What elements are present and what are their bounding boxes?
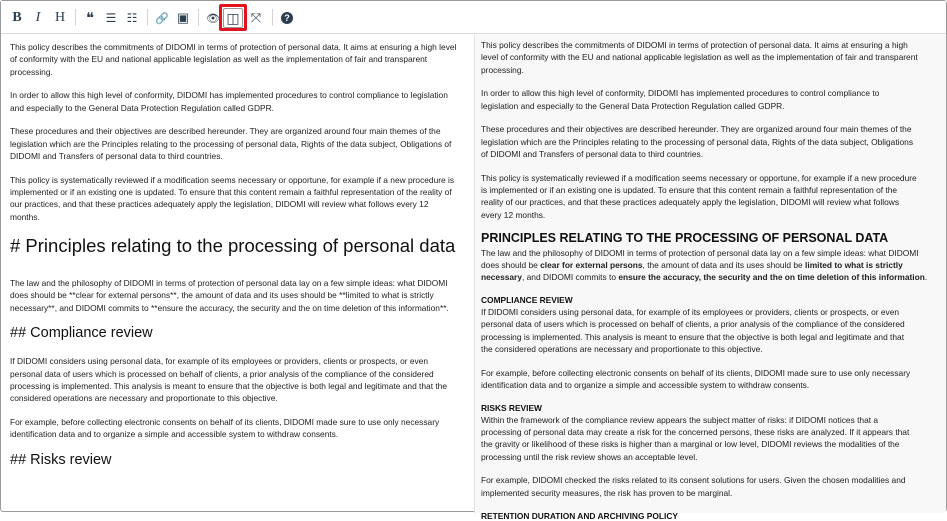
fullscreen-icon[interactable]: ⤧: [250, 10, 262, 25]
markdown-source-pane[interactable]: [1, 35, 474, 513]
toolbar-separator: [147, 9, 148, 26]
preview-paragraph: The law and the philosophy of DIDOMI in terms of protection of personal data lay on a few simple ideas: what DIDOMI does should be clear for external persons, the amount of data and its uses should be limited to what is strictly necessary, and DIDOMI commits to ensure the accuracy, the security and the on time deletion of this information.: [481, 247, 928, 283]
ordered-list-icon[interactable]: ☷: [126, 11, 138, 25]
italic-icon[interactable]: I: [35, 10, 41, 25]
help-glyph: ?: [281, 12, 293, 24]
editor-paragraph: If DIDOMI considers using personal data, for example of its employees or providers, clients or prospects, or even personal data of users which is processed on behalf of clients, a prior analysis of the compliance of the considered processing is implemented. This analysis is meant to ensure that the objective is both legal and legitimate and that the considered operations are necessary and proportionate to this objective.: [10, 356, 447, 404]
side-by-side-icon[interactable]: ◫: [223, 8, 243, 28]
preview-paragraph: For example, before collecting electronic consents on behalf of its clients, DIDOMI made sure to use only necessary identification data and to organize a simple and accessible system to withdraw consents.: [481, 367, 911, 390]
preview-heading-1: PRINCIPLES RELATING TO THE PROCESSING OF PERSONAL DATA: [481, 230, 889, 245]
bold-icon[interactable]: B: [12, 10, 22, 25]
toolbar-separator: [198, 9, 199, 26]
preview-heading-2: COMPLIANCE REVIEW: [481, 294, 573, 305]
preview-paragraph: Within the framework of the compliance review appears the subject matter of risks: if DIDOMI notices that a processing of personal data may create a risk for the concerned persons, these risks are analyzed. If it appears that the gravity or likelihood of these risks is higher than a marginal or low level, DIDOMI reviews the modalities of the processing until the risk review shows an acceptable level.: [481, 414, 910, 462]
preview-paragraph: This policy describes the commitments of DIDOMI in terms of protection of personal data. It aims at ensuring a high level of conformity with the EU and national applicable legislation as well as the implementation of fair and transparent processing.: [481, 40, 918, 75]
preview-paragraph: These procedures and their objectives are described hereunder. They are organized around four main themes of the legislation which are the Principles relating to the processing of personal data, Rights of the data subject, Obligations of DIDOMI and Transfers of personal data to third countries.: [481, 124, 914, 160]
editor-heading-2: ## Risks review: [10, 452, 112, 469]
editor-paragraph: In order to allow this high level of conformity, DIDOMI has implemented procedures to control compliance to legislation and especially to the General Data Protection Regulation called GDPR.: [10, 90, 448, 113]
rendered-preview-pane[interactable]: [474, 35, 946, 521]
editor-paragraph: For example, before collecting electronic consents on behalf of its clients, DIDOMI made sure to use only necessary identification data and to organize a simple and accessible system to withdraw consents.: [10, 417, 440, 440]
preview-paragraph: If DIDOMI considers using personal data, for example of its employees or providers, clients or prospects, or even personal data of users which is processed on behalf of clients, a prior analysis of the compliance of the considered processing is implemented. This analysis is meant to ensure that the objective is both legal and legitimate and that the considered operations are necessary and proportionate to this objective.: [481, 306, 905, 354]
preview-paragraph: For example, DIDOMI checked the risks related to its consent solutions for users. Given the chosen modalities and implemented security measures, the risk has proven to be marginal.: [481, 475, 906, 498]
editor-heading-1: # Principles relating to the processing of personal data: [10, 235, 456, 257]
toolbar-separator: [75, 9, 76, 26]
editor-paragraph: This policy describes the commitments of DIDOMI in terms of protection of personal data. It aims at ensuring a high level of conformity with the EU and national applicable legislation as well as the implementation of fair and transparent processing.: [10, 42, 457, 77]
editor-heading-2: ## Compliance review: [10, 325, 153, 342]
image-icon[interactable]: ▣: [176, 10, 190, 25]
unordered-list-icon[interactable]: ☰: [105, 11, 117, 25]
editor-paragraph: These procedures and their objectives are described hereunder. They are organized around four main themes of the legislation which are the Principles relating to the processing of personal data, Rights of the data subject, Obligations of DIDOMI and Transfers of personal data to third countries.: [10, 126, 452, 162]
help-icon[interactable]: [276, 7, 298, 29]
quote-icon[interactable]: ❝: [85, 10, 95, 27]
heading-icon[interactable]: H: [54, 10, 66, 25]
editor-paragraph: The law and the philosophy of DIDOMI in terms of protection of personal data lay on a few simple ideas: what DIDOMI does should be **clear for external persons**, the amount of data and its uses should be **limited to what is strictly necessary**, and DIDOMI commits to **ensure the accuracy, the security and the on time deletion of this information**.: [10, 278, 449, 313]
preview-paragraph: In order to allow this high level of conformity, DIDOMI has implemented procedures to control compliance to legislation and especially to the General Data Protection Regulation called GDPR.: [481, 88, 880, 111]
link-icon[interactable]: 🔗: [155, 12, 169, 25]
editor-toolbar: [1, 1, 946, 34]
editor-paragraph: This policy is systematically reviewed if a modification seems necessary or opportune, for example if a new procedure is implemented or if an existing one is updated. To ensure that this content remain a faithful representation of the reality of our practices, and that these practices adequately apply the legislation, DIDOMI will review what follows every 12 months.: [10, 174, 455, 222]
preview-paragraph: This policy is systematically reviewed if a modification seems necessary or opportune, for example if a new procedure is implemented or if an existing one is updated. To ensure that this content remain a faithful representation of the reality of our practices, and that these practices adequately apply the legislation, DIDOMI will review what follows every 12 months.: [481, 172, 917, 220]
toolbar-separator: [272, 9, 273, 26]
preview-heading-2: RISKS REVIEW: [481, 402, 542, 413]
preview-heading-2: RETENTION DURATION AND ARCHIVING POLICY: [481, 510, 678, 521]
side-by-side-highlight: [219, 4, 247, 31]
preview-eye-icon[interactable]: 👁: [206, 12, 220, 25]
